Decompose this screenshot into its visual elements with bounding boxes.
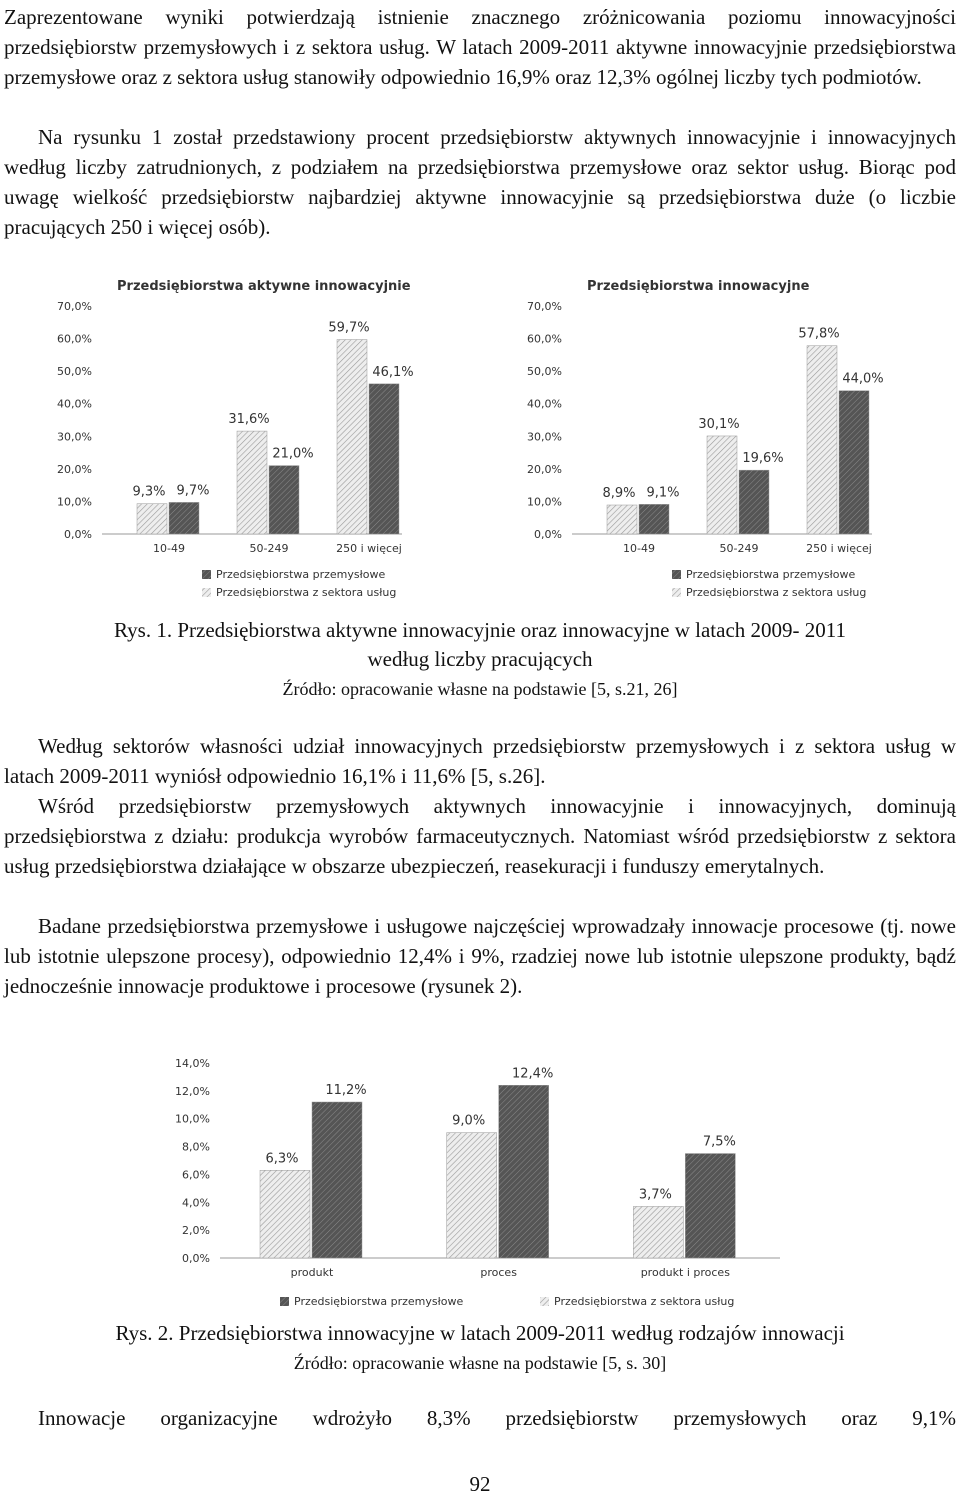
- y-tick-label: 10,0%: [57, 495, 92, 509]
- chart-title: Przedsiębiorstwa innowacyjne: [587, 279, 810, 294]
- paragraph-intro: Zaprezentowane wyniki potwierdzają istnienie znacznego zróżnicowania poziomu innowacyjności przedsiębiorstw przemysłowych i z sektora usług. W latach 2009-2011 aktywne innowacyjnie przedsiębiorstwa przemysłowe oraz z sektora usług stanowiły odpowiednio 16,9% oraz 12,3% ogólnej liczby tych podmiotów.: [4, 5, 956, 89]
- data-label: 9,1%: [646, 485, 680, 501]
- data-label: 46,1%: [372, 364, 414, 380]
- legend-label-services: Przedsiębiorstwa z sektora usług: [554, 1295, 735, 1308]
- y-tick-label: 0,0%: [182, 1252, 210, 1265]
- figure2-source: Źródło: opracowanie własne na podstawie [5, s. 30]: [293, 1353, 667, 1373]
- x-tick-label: produkt i proces: [640, 1266, 730, 1279]
- bar-industry: [639, 504, 669, 534]
- y-tick-label: 70,0%: [527, 300, 562, 313]
- figure2-caption: Rys. 2. Przedsiębiorstwa innowacyjne w latach 2009-2011 według rodzajów innowacji: [115, 1321, 845, 1345]
- legend-swatch-services: [672, 588, 681, 597]
- legend-label-industry: Przedsiębiorstwa przemysłowe: [686, 568, 856, 581]
- y-tick-label: 10,0%: [527, 495, 562, 509]
- y-tick-label: 60,0%: [527, 332, 562, 346]
- bar-services: [633, 1206, 683, 1258]
- data-label: 31,6%: [228, 412, 270, 428]
- paragraph-dominant-sectors: Wśród przedsiębiorstw przemysłowych aktywnych innowacyjnie i innowacyjnych, dominują przedsiębiorstwa z działu: produkcja wyrobów farmaceutycznych. Natomiast wśród przedsiębiorstw z sektora usług przedsiębiorstwa działające w obszarze ubezpieczeń, reasekuracji i funduszy emerytalnych.: [4, 794, 956, 878]
- bar-industry: [839, 391, 869, 534]
- y-tick-label: 6,0%: [182, 1168, 210, 1182]
- x-tick-label: 250 i więcej: [336, 542, 402, 555]
- legend-swatch-services: [202, 588, 211, 597]
- bar-services: [337, 340, 367, 534]
- bar-industry: [169, 502, 199, 534]
- bar-services: [447, 1133, 497, 1258]
- legend-swatch-industry: [672, 570, 681, 579]
- y-tick-label: 30,0%: [527, 430, 562, 444]
- paragraph-innovation-types: Badane przedsiębiorstwa przemysłowe i usługowe najczęściej wprowadzały innowacje procesowe (tj. nowe lub istotnie ulepszone procesy), odpowiednio 12,4% i 9%, rzadziej nowe lub istotnie ulepszone produkty, bądź jednocześnie innowacje produktowe i procesowe (rysunek 2).: [4, 914, 956, 998]
- y-tick-label: 40,0%: [527, 397, 562, 411]
- bar-services: [707, 436, 737, 534]
- y-tick-label: 4,0%: [182, 1196, 210, 1210]
- bar-services: [807, 346, 837, 534]
- data-label: 19,6%: [742, 451, 784, 467]
- bar-industry: [269, 466, 299, 534]
- chart-active-innovative: [30, 270, 500, 610]
- y-tick-label: 0,0%: [64, 528, 92, 541]
- x-tick-label: 250 i więcej: [806, 542, 872, 555]
- data-label: 7,5%: [702, 1134, 736, 1150]
- legend-label-industry: Przedsiębiorstwa przemysłowe: [216, 568, 386, 581]
- x-tick-label: 50-249: [249, 542, 289, 555]
- figure1-source: Źródło: opracowanie własne na podstawie [5, s.21, 26]: [282, 679, 678, 699]
- paragraph-figure1-reference: Na rysunku 1 został przedstawiony procent przedsiębiorstw aktywnych innowacyjnie i innowacyjnych według liczby zatrudnionych, z podziałem na przedsiębiorstwa przemysłowe oraz sektor usług. Biorąc pod uwagę wielkość przedsiębiorstw najbardziej aktywne innowacyjnie są przedsiębiorstwa duże (o liczbie pracujących 250 i więcej osób).: [4, 125, 956, 239]
- data-label: 44,0%: [842, 371, 884, 387]
- y-tick-label: 10,0%: [175, 1112, 210, 1126]
- x-tick-label: produkt: [290, 1266, 334, 1279]
- bar-industry: [685, 1154, 735, 1258]
- legend-label-services: Przedsiębiorstwa z sektora usług: [216, 586, 397, 599]
- figure1-caption-line1: Rys. 1. Przedsiębiorstwa aktywne innowacyjnie oraz innowacyjne w latach 2009- 2011: [113, 618, 847, 642]
- x-tick-label: 10-49: [623, 542, 655, 555]
- bar-industry: [312, 1102, 362, 1258]
- bar-industry: [499, 1085, 549, 1258]
- y-tick-label: 12,0%: [175, 1084, 210, 1098]
- y-tick-label: 0,0%: [534, 528, 562, 541]
- legend-label-services: Przedsiębiorstwa z sektora usług: [686, 586, 867, 599]
- y-tick-label: 30,0%: [57, 430, 92, 444]
- data-label: 9,3%: [132, 484, 166, 500]
- y-tick-label: 20,0%: [527, 462, 562, 476]
- data-label: 12,4%: [512, 1066, 554, 1082]
- data-label: 11,2%: [325, 1083, 367, 1098]
- page-number: 92: [469, 1472, 491, 1496]
- data-label: 3,7%: [638, 1187, 672, 1203]
- y-tick-label: 14,0%: [175, 1057, 210, 1070]
- bar-services: [607, 505, 637, 534]
- bar-services: [237, 431, 267, 534]
- data-label: 57,8%: [798, 326, 840, 342]
- data-label: 30,1%: [698, 416, 740, 432]
- x-tick-label: 50-249: [719, 542, 759, 555]
- y-tick-label: 40,0%: [57, 397, 92, 411]
- legend-swatch-services: [540, 1297, 549, 1306]
- data-label: 9,7%: [176, 483, 210, 499]
- y-tick-label: 70,0%: [57, 300, 92, 313]
- chart-title: Przedsiębiorstwa aktywne innowacyjnie: [117, 279, 411, 294]
- x-tick-label: proces: [480, 1266, 517, 1279]
- y-tick-label: 20,0%: [57, 462, 92, 476]
- bar-industry: [369, 384, 399, 534]
- legend-swatch-industry: [202, 570, 211, 579]
- y-tick-label: 50,0%: [57, 365, 92, 379]
- figure1-caption-line2: według liczby pracujących: [367, 647, 593, 671]
- y-tick-label: 8,0%: [182, 1140, 210, 1154]
- bar-services: [260, 1170, 310, 1258]
- bar-services: [137, 504, 167, 534]
- legend-swatch-industry: [280, 1297, 289, 1306]
- data-label: 9,0%: [452, 1113, 486, 1129]
- chart-innovative: [500, 270, 920, 610]
- legend-label-industry: Przedsiębiorstwa przemysłowe: [294, 1295, 464, 1308]
- x-tick-label: 10-49: [153, 542, 185, 555]
- y-tick-label: 2,0%: [182, 1224, 210, 1238]
- data-label: 21,0%: [272, 446, 314, 462]
- paragraph-ownership-sectors: Według sektorów własności udział innowacyjnych przedsiębiorstw przemysłowych i z sektora usług w latach 2009-2011 wyniósł odpowiednio 16,1% i 11,6% [5, s.26].: [4, 734, 956, 788]
- y-tick-label: 50,0%: [527, 365, 562, 379]
- chart-innovation-types: [130, 1045, 850, 1315]
- y-tick-label: 60,0%: [57, 332, 92, 346]
- bar-industry: [739, 470, 769, 534]
- data-label: 6,3%: [265, 1151, 299, 1167]
- data-label: 8,9%: [602, 486, 636, 502]
- data-label: 59,7%: [328, 320, 370, 336]
- paragraph-organizational: Innowacje organizacyjne wdrożyło 8,3% przedsiębiorstw przemysłowych oraz 9,1%: [38, 1406, 956, 1430]
